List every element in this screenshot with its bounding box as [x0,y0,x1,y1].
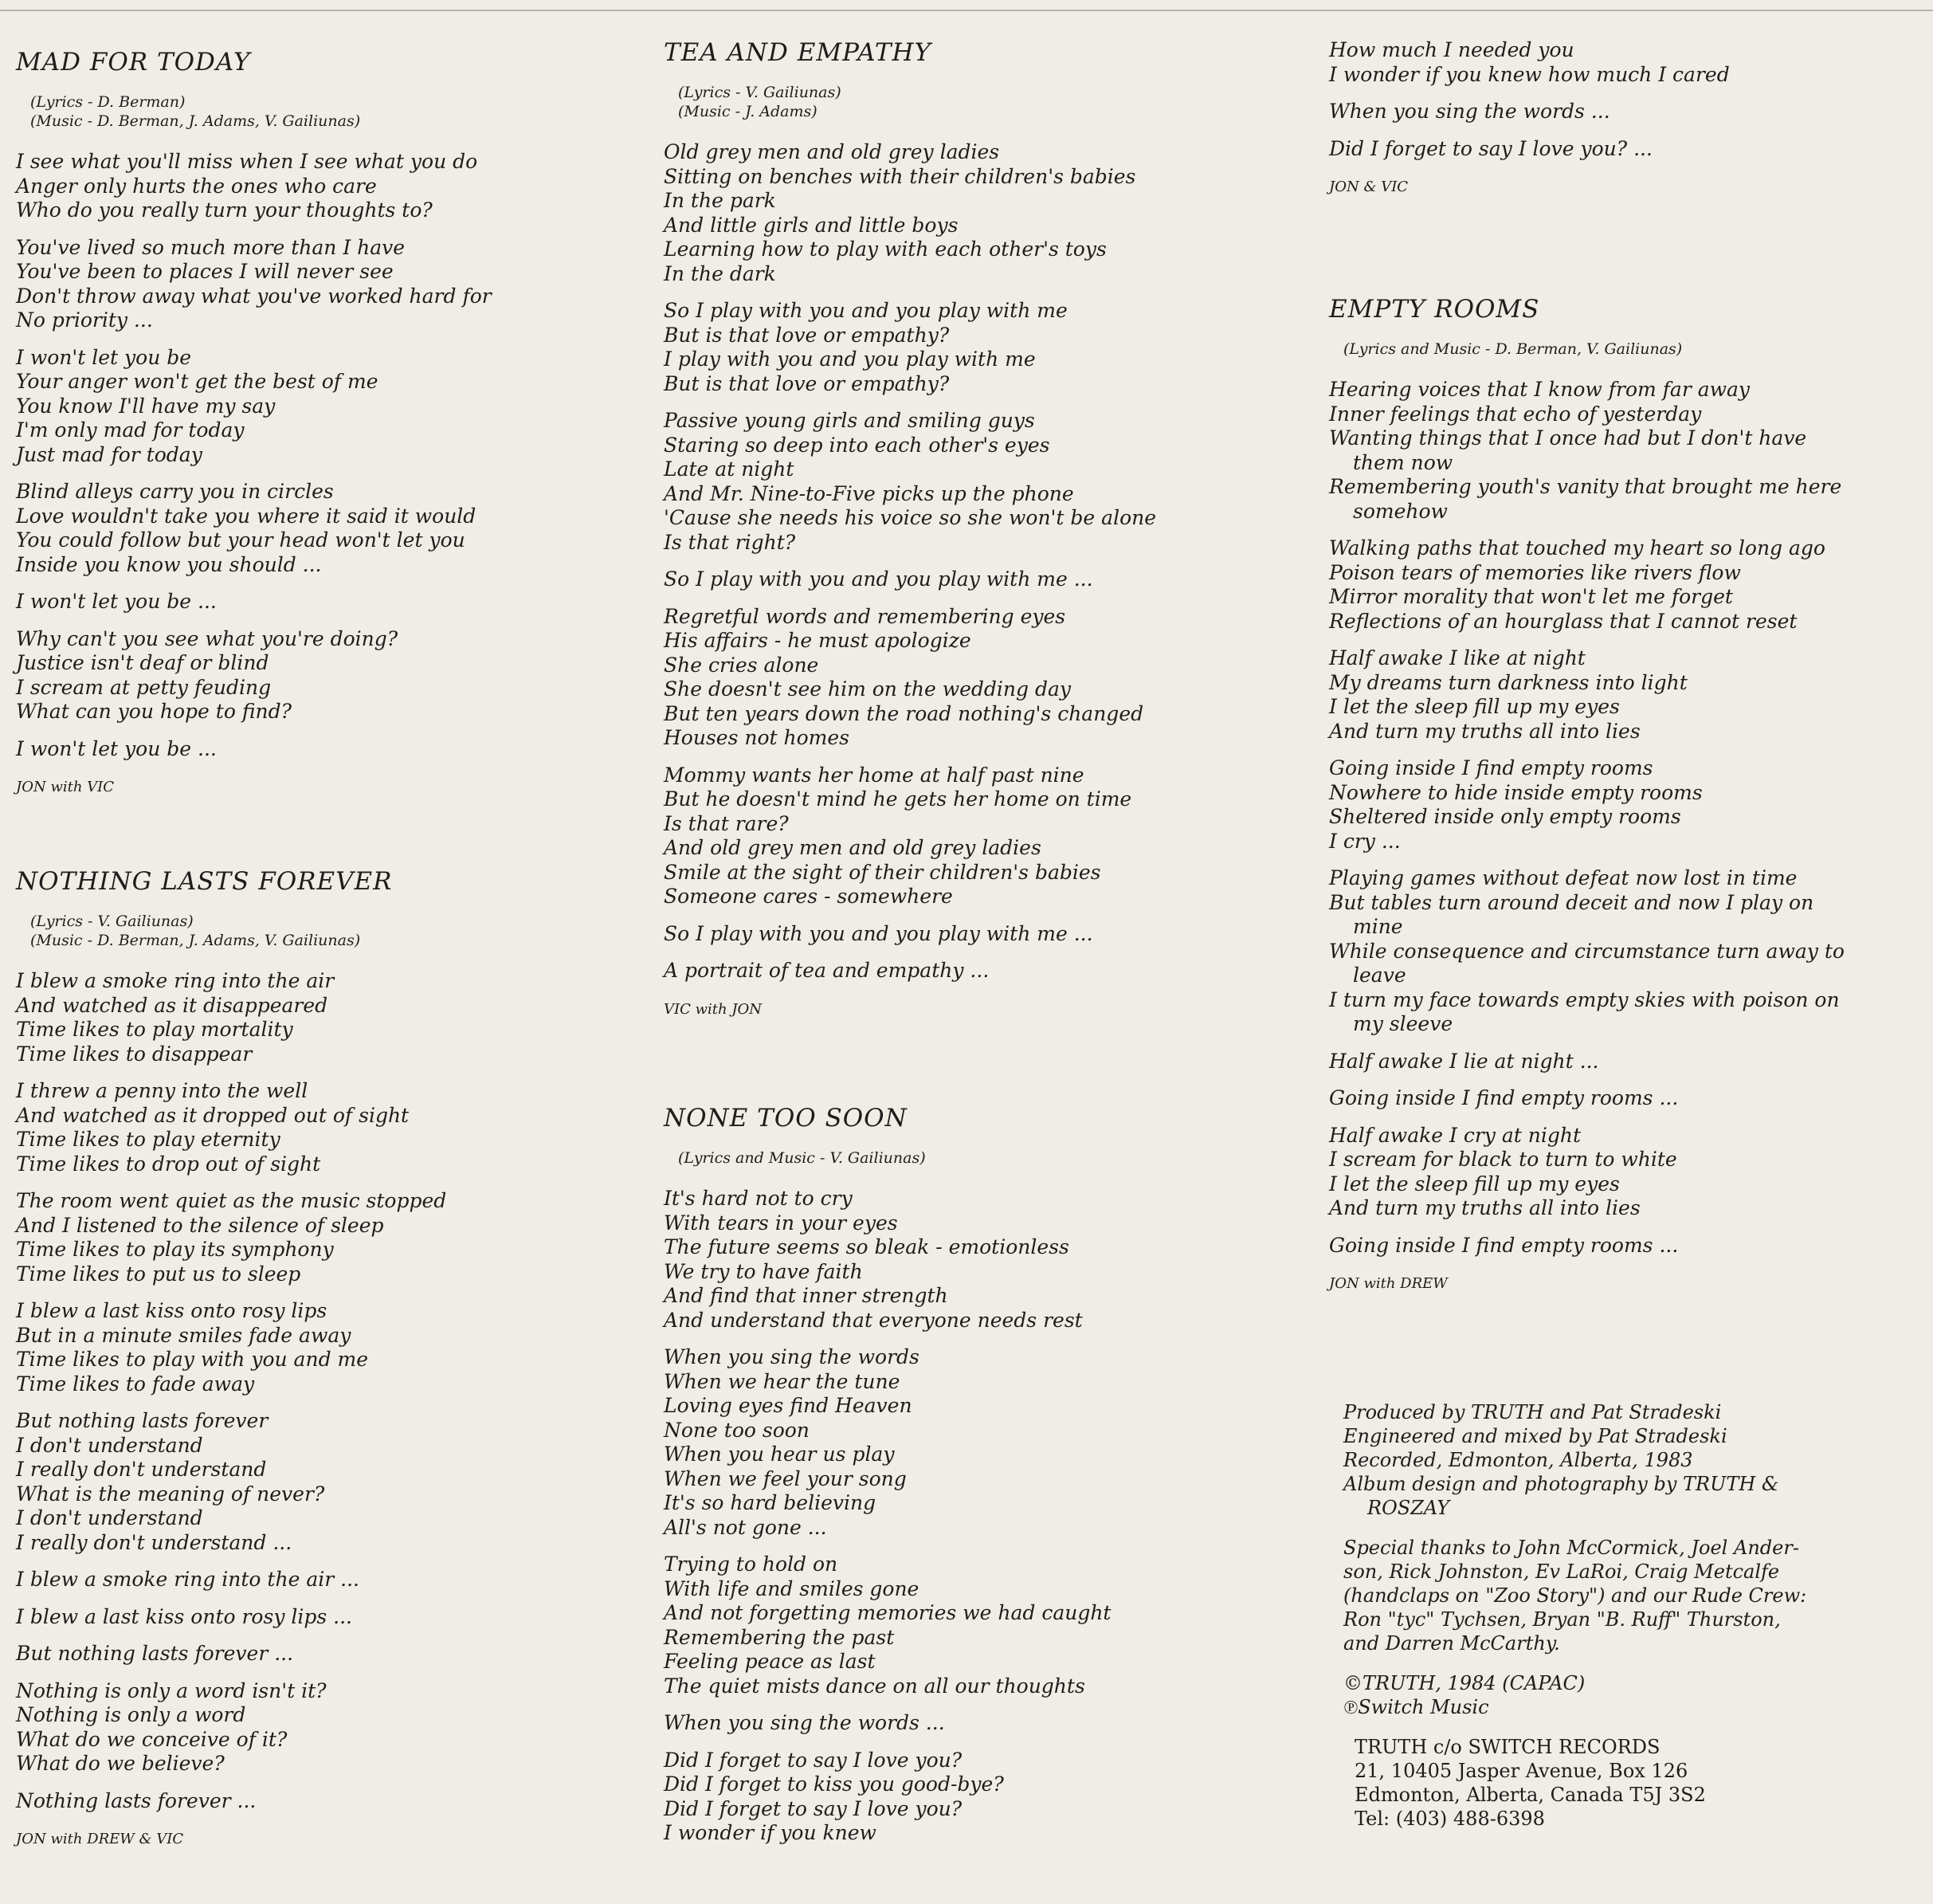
lyric-line: Old grey men and old grey ladies [664,140,1000,163]
lyric-line: Who do you really turn your thoughts to? [16,198,433,222]
lyric-line: Nothing lasts forever ... [16,1788,257,1812]
song-none-too-soon-continued [1329,38,1933,195]
liner-line: son, Rick Johnston, Ev LaRoi, Craig Metcalfe [1343,1560,1780,1583]
lyric-line: Love wouldn't take you where it said it would [16,504,476,528]
liner-line: Special thanks to John McCormick, Joel Ander- [1343,1537,1799,1559]
liner-line: Produced by TRUTH and Pat Stradeski [1343,1401,1722,1423]
stanza [16,1079,629,1176]
lyric-line: I won't let you be ... [16,736,217,760]
lyric-line: When we hear the tune [664,1369,900,1393]
lyric-line: Nothing is only a word isn't it? [16,1678,327,1702]
stanza [664,1749,1277,1846]
lyric-line: And turn my truths all into lies [1329,719,1641,743]
lyric-line: Time likes to play mortality [16,1018,293,1041]
lyric-line: Mommy wants her home at half past nine [664,763,1084,787]
lyric-line: Time likes to disappear [16,1042,253,1066]
lyric-line: Did I forget to kiss you good-bye? [664,1772,1004,1796]
lyric-line: You could follow but your head won't let you [16,528,465,552]
lyric-line: I let the sleep fill up my eyes [1329,695,1620,718]
liner-line: 21, 10405 Jasper Avenue, Box 126 [1355,1760,1688,1782]
lyric-line: A portrait of tea and empathy ... [664,959,990,982]
lyric-line: The quiet mists dance on all our thoughts [664,1674,1085,1698]
lyric-line: So I play with you and you play with me ... [664,921,1093,945]
song-title: NOTHING LASTS FOREVER [16,867,393,896]
lyric-line: What do we believe? [16,1752,225,1775]
lyric-line: Houses not homes [664,726,849,749]
credit-line: (Lyrics - V. Gailiunas) [678,84,841,101]
lyric-line: Going inside I find empty rooms ... [1329,1233,1679,1257]
lyric-line: No priority ... [16,308,153,332]
lyric-line: But in a minute smiles fade away [16,1323,351,1347]
lyric-line: Time likes to play eternity [16,1128,280,1151]
stanza [664,1345,1277,1540]
lyric-line: So I play with you and you play with me [664,299,1068,322]
lyric-line: So I play with you and you play with me ... [664,567,1093,591]
stanza [664,567,1277,592]
lyric-line: And find that inner strength [664,1284,948,1307]
lyric-line: And old grey men and old grey ladies [664,836,1041,859]
stanza [1329,1050,1933,1074]
credit-line: (Lyrics - D. Berman) [30,93,186,111]
lyric-line: Inside you know you should ... [16,552,322,576]
liner-line: Recorded, Edmonton, Alberta, 1983 [1343,1449,1693,1471]
stanza [16,737,629,762]
stanza [1329,1086,1933,1111]
lyric-line: somehow [1353,499,1448,523]
lyric-line: And watched as it dropped out of sight [16,1103,410,1127]
song-title: TEA AND EMPATHY [664,38,932,67]
lyric-line: my sleeve [1353,1012,1453,1035]
stanza [1329,536,1933,634]
stanza [1329,756,1933,854]
performer-credit: JON with VIC [16,779,115,795]
stanza [16,1642,629,1666]
lyric-line: I blew a smoke ring into the air ... [16,1568,359,1591]
lyric-line: Time likes to play its symphony [16,1238,334,1261]
lyric-line: But is that love or empathy? [664,323,950,347]
lyric-line: them now [1353,450,1453,474]
lyric-line: Remembering youth's vanity that brought me here [1329,475,1842,498]
lyric-line: Feeling peace as last [664,1650,876,1673]
lyric-line: But is that love or empathy? [664,371,950,395]
stanza [1329,646,1933,744]
lyric-line: Is that right? [664,530,796,554]
lyric-line: Time likes to play with you and me [16,1348,369,1371]
lyric-line: When you sing the words ... [1329,100,1610,123]
lyric-line: Nothing is only a word [16,1703,246,1726]
lyric-line: I wonder if you knew how much I cared [1329,62,1730,86]
lyric-line: And not forgetting memories we had caught [664,1601,1112,1624]
liner-notes [1343,1400,1917,1847]
lyric-line: I don't understand [16,1433,203,1457]
stanza [16,236,629,333]
stanza [664,140,1277,286]
lyric-line: Half awake I cry at night [1329,1123,1581,1147]
lyric-line: You know I'll have my say [16,394,276,418]
lyric-line: Passive young girls and smiling guys [664,409,1035,432]
lyric-line: Someone cares - somewhere [664,885,953,908]
lyric-line: Time likes to drop out of sight [16,1152,321,1176]
lyric-line: Poison tears of memories like rivers flow [1329,560,1741,584]
lyric-line: We try to have faith [664,1259,863,1283]
liner-line: TRUTH c/o SWITCH RECORDS [1355,1736,1660,1758]
lyric-line: His affairs - he must apologize [664,629,971,652]
lyric-line: I wonder if you knew [664,1821,876,1844]
lyric-line: While consequence and circumstance turn away to [1329,939,1845,963]
liner-line: Engineered and mixed by Pat Stradeski [1343,1425,1727,1447]
song-mad-for-today [16,48,629,795]
lyric-line: Sheltered inside only empty rooms [1329,805,1681,828]
song-title: NONE TOO SOON [664,1104,908,1133]
stanza [16,627,629,724]
lyric-line: Did I forget to say I love you? [664,1796,963,1820]
lyric-line: I scream for black to turn to white [1329,1148,1677,1171]
lyric-line: When you hear us play [664,1443,895,1466]
lyric-line: She doesn't see him on the wedding day [664,677,1071,701]
credit-line: (Lyrics and Music - D. Berman, V. Gailiunas) [1343,340,1683,358]
lyric-line: All's not gone ... [664,1515,827,1539]
song-nothing-lasts-forever [16,867,629,1847]
lyric-line: When you sing the words [664,1345,919,1368]
lyric-line: With tears in your eyes [664,1211,898,1235]
stanza [1329,100,1933,124]
lyric-line: In the dark [664,261,776,285]
lyric-line: You've been to places I will never see [16,260,394,283]
lyric-line: What can you hope to find? [16,700,292,723]
stanza [16,1568,629,1592]
lyric-line: Remembering the past [664,1625,895,1649]
lyric-line: Regretful words and remembering eyes [664,604,1066,628]
stanza [16,1605,629,1630]
lyric-line: My dreams turn darkness into light [1329,670,1688,694]
lyric-line: Did I forget to say I love you? [664,1748,963,1772]
lyric-line: And turn my truths all into lies [1329,1196,1641,1219]
credit-line: (Lyrics - V. Gailiunas) [30,913,194,930]
lyric-line: Your anger won't get the best of me [16,370,378,393]
liner-line: Album design and photography by TRUTH & [1343,1473,1779,1495]
stanza [664,605,1277,751]
stanza [664,922,1277,947]
lyric-line: And understand that everyone needs rest [664,1308,1083,1332]
stanza [16,1299,629,1396]
liner-line: Edmonton, Alberta, Canada T5J 3S2 [1355,1784,1706,1806]
song-credits [678,83,1277,121]
song-tea-and-empathy [664,38,1277,1018]
lyric-line: What is the meaning of never? [16,1482,325,1506]
lyric-line: I don't understand [16,1506,203,1529]
lyric-line: mine [1353,915,1403,938]
lyric-line: And Mr. Nine-to-Five picks up the phone [664,481,1074,505]
lyric-line: Why can't you see what you're doing? [16,626,398,650]
lyric-line: Don't throw away what you've worked hard for [16,284,492,308]
lyric-line: 'Cause she needs his voice so she won't be alone [664,506,1157,529]
lyric-line: Mirror morality that won't let me forget [1329,585,1733,608]
lyric-line: I see what you'll miss when I see what you do [16,150,478,173]
lyric-line: In the park [664,189,776,212]
stanza [16,1189,629,1286]
lyric-line: Reflections of an hourglass that I cannot reset [1329,609,1798,633]
liner-line: ℗Switch Music [1343,1696,1489,1718]
lyric-line: The room went quiet as the music stopped [16,1189,447,1212]
lyric-line: I really don't understand [16,1458,267,1481]
lyric-line: The future seems so bleak - emotionless [664,1235,1069,1258]
lyric-line: But he doesn't mind he gets her home on time [664,787,1132,811]
stanza [16,1789,629,1814]
lyric-line: And I listened to the silence of sleep [16,1213,384,1237]
lyric-line: Sitting on benches with their children's babies [664,164,1136,188]
lyric-line: I let the sleep fill up my eyes [1329,1172,1620,1195]
lyric-line: Nowhere to hide inside empty rooms [1329,780,1703,804]
lyric-line: Going inside I find empty rooms ... [1329,1086,1679,1109]
lyric-line: Wanting things that I once had but I don't have [1329,426,1807,450]
credit-line: (Music - J. Adams) [678,103,818,120]
lyric-line: It's so hard believing [664,1491,876,1514]
stanza [16,1679,629,1776]
song-credits [30,92,629,131]
lyric-line: When you sing the words ... [664,1711,945,1734]
song-empty-rooms [1329,295,1933,1292]
sleeve-edge-line [0,10,1933,11]
lyric-line: I won't let you be ... [16,590,217,613]
lyric-line: Walking paths that touched my heart so long ago [1329,536,1825,559]
lyric-line: Late at night [664,457,794,481]
lyric-line: Just mad for today [16,442,202,466]
stanza [16,590,629,614]
lyric-line: When we feel your song [664,1466,907,1490]
lyric-line: But nothing lasts forever ... [16,1642,294,1665]
song-credits [30,912,629,950]
lyric-line: But ten years down the road nothing's changed [664,701,1144,725]
stanza [664,1187,1277,1333]
song-credits [678,1148,1277,1168]
stanza [16,480,629,577]
stanza [16,346,629,468]
performer-credit: JON with DREW & VIC [16,1831,184,1847]
lyric-line: Smile at the sight of their children's babies [664,860,1101,884]
stanza [1329,1234,1933,1258]
lyric-line: It's hard not to cry [664,1187,853,1210]
lyric-line: Hearing voices that I know from far away [1329,378,1751,401]
liner-line: ©TRUTH, 1984 (CAPAC) [1343,1672,1586,1694]
stanza [1329,38,1933,87]
credit-line: (Lyrics and Music - V. Gailiunas) [678,1149,926,1167]
lyric-line: I'm only mad for today [16,418,245,442]
performer-credit: JON with DREW [1329,1275,1448,1292]
lyric-line: Anger only hurts the ones who care [16,174,377,198]
lyric-line: Inner feelings that echo of yesterday [1329,402,1702,426]
lyric-line: I blew a last kiss onto rosy lips ... [16,1604,352,1628]
lyric-line: What do we conceive of it? [16,1727,288,1751]
lyric-line: I turn my face towards empty skies with poison on [1329,987,1840,1011]
stanza [664,409,1277,555]
lyric-line: How much I needed you [1329,38,1574,61]
stanza [664,764,1277,909]
stanza [1329,1124,1933,1221]
stanza [664,1711,1277,1736]
lyric-line: None too soon [664,1418,810,1442]
stanza [16,150,629,223]
lyric-line: I blew a last kiss onto rosy lips [16,1299,327,1322]
liner-line: (handclaps on "Zoo Story") and our Rude Crew: [1343,1584,1807,1607]
stanza [16,1409,629,1555]
stanza [664,1553,1277,1698]
lyric-line: She cries alone [664,653,819,677]
mailing-address [1343,1735,1917,1831]
copyright-notice [1343,1671,1917,1719]
lyric-line: I blew a smoke ring into the air [16,969,335,992]
performer-credit: JON & VIC [1329,179,1409,195]
song-title: EMPTY ROOMS [1329,295,1540,324]
lyric-line: I won't let you be [16,345,192,369]
stanza [664,959,1277,983]
lyric-line: I really don't understand ... [16,1530,292,1554]
lyric-line: I play with you and you play with me [664,347,1036,371]
lyric-line: I cry ... [1329,829,1401,853]
lyric-line: But tables turn around deceit and now I play on [1329,890,1814,914]
lyric-line: Half awake I lie at night ... [1329,1049,1599,1073]
special-thanks [1343,1536,1917,1655]
liner-line: and Darren McCarthy. [1343,1632,1560,1655]
song-none-too-soon [664,1104,1277,1859]
lyric-line: And little girls and little boys [664,213,959,237]
stanza [1329,137,1933,162]
lyric-line: Did I forget to say I love you? ... [1329,136,1653,160]
liner-line: Ron "tyc" Tychsen, Bryan "B. Ruff" Thurston, [1343,1608,1781,1631]
stanza [1329,866,1933,1037]
lyric-line: But nothing lasts forever [16,1409,269,1432]
production-credits [1343,1400,1917,1520]
lyric-line: Justice isn't deaf or blind [16,651,269,674]
lyric-line: Is that rare? [664,811,789,835]
song-title: MAD FOR TODAY [16,48,251,77]
lyric-line: Time likes to put us to sleep [16,1262,301,1286]
song-credits [1343,340,1933,359]
lyric-line: Half awake I like at night [1329,646,1586,669]
lyric-line: Playing games without defeat now lost in time [1329,866,1798,889]
lyric-line: leave [1353,964,1406,987]
lyric-line: Learning how to play with each other's toys [664,238,1107,261]
stanza [664,299,1277,396]
lyric-line: With life and smiles gone [664,1576,919,1600]
credit-line: (Music - D. Berman, J. Adams, V. Gailiunas) [30,112,361,130]
lyric-line: And watched as it disappeared [16,993,328,1017]
lyric-line: I scream at petty feuding [16,675,272,699]
lyric-line: Trying to hold on [664,1553,838,1576]
stanza [1329,378,1933,524]
performer-credit: VIC with JON [664,1000,763,1018]
lyric-line: Time likes to fade away [16,1372,255,1396]
stanza [16,969,629,1066]
lyric-line: Loving eyes find Heaven [664,1394,912,1417]
liner-line: Tel: (403) 488-6398 [1355,1808,1545,1830]
lyric-line: I threw a penny into the well [16,1079,308,1102]
credit-line: (Music - D. Berman, J. Adams, V. Gailiunas) [30,932,361,949]
lyric-line: You've lived so much more than I have [16,235,406,259]
liner-line: ROSZAY [1367,1497,1450,1519]
lyric-line: Blind alleys carry you in circles [16,480,334,503]
lyric-line: Staring so deep into each other's eyes [664,433,1050,457]
lyric-line: Going inside I find empty rooms [1329,756,1653,779]
